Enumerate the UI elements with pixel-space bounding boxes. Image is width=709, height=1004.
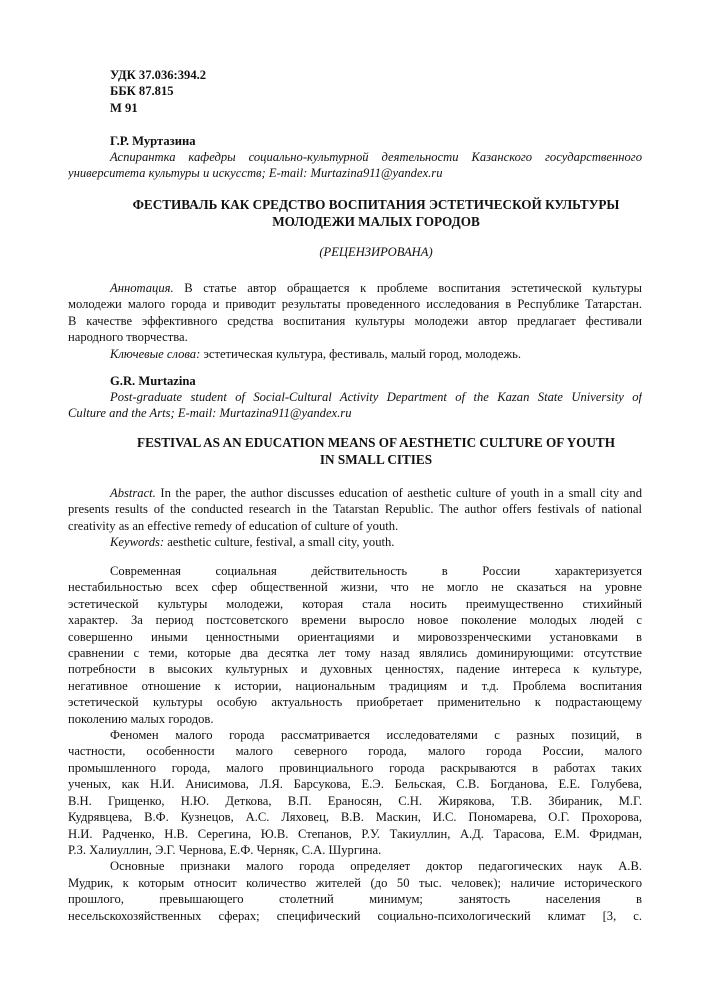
keywords-ru: [68, 346, 642, 362]
paragraph-1: [68, 563, 642, 727]
keywords-text: aesthetic culture, festival, a small city, youth.: [164, 535, 395, 550]
body-line: эстетической культуры молодежи, которая стала носить преимущественно стихийный: [68, 596, 642, 611]
affiliation-line: Аспирантка кафедры социально-культурной деятельности Казанского государственного: [110, 150, 642, 164]
body-line: Современная социальная действительность в России характеризуется: [110, 564, 642, 578]
keywords-label: Keywords:: [110, 535, 165, 550]
author-name-en: G.R. Murtazina: [110, 374, 196, 388]
body-line: промышленного города, малого провинциального города раскрываются в работах таких: [68, 760, 642, 775]
author-affiliation-en: [68, 389, 642, 422]
abstract-text: В статье автор обращается к проблеме воспитания эстетической культуры: [173, 281, 642, 295]
article-title-en: [110, 434, 642, 468]
body-line: ученых, как Н.И. Анисимова, Л.Я. Барсукова, Е.Э. Бельская, С.В. Богданова, Е.Е. Голубева,: [68, 777, 642, 792]
affiliation-line: Post-graduate student of Social-Cultural Activity Department of the Kazan State University of: [110, 390, 642, 404]
title-line: ФЕСТИВАЛЬ КАК СРЕДСТВО ВОСПИТАНИЯ ЭСТЕТИЧЕСКОЙ КУЛЬТУРЫ: [132, 197, 620, 212]
body-line: эстетической культуры особую актуальность приобретает применительно к подрастающему: [68, 695, 642, 710]
body-line: характер. За период постсоветского времени выросло новое поколение молодых людей с: [68, 613, 642, 628]
affiliation-line: университета культуры и искусств; E-mail: Murtazina911@yandex.ru: [68, 166, 443, 181]
body-line: Мудрик, к которым относит количество жителей (до 50 тыс. человек); наличие исторического: [68, 875, 642, 890]
abstract-text: In the paper, the author discusses education of aesthetic culture of youth in a small city and: [155, 486, 642, 500]
body-line: частности, особенности малого северного города, малого города России, малого: [68, 744, 642, 759]
body-line: поколению малых городов.: [68, 711, 214, 726]
author-affiliation-ru: [68, 149, 642, 182]
abstract-label: Abstract.: [110, 486, 156, 500]
keywords-label: Ключевые слова:: [110, 346, 201, 361]
keywords-en: [68, 534, 642, 550]
abstract-label: Аннотация.: [110, 281, 174, 295]
title-line: FESTIVAL AS AN EDUCATION MEANS OF AESTHETIC CULTURE OF YOUTH: [137, 435, 615, 450]
abstract-line: [68, 485, 642, 501]
abstract-en: [68, 485, 642, 551]
abstract-line: [68, 280, 642, 296]
review-status: (РЕЦЕНЗИРОВАНА): [319, 245, 433, 259]
abstract-line: В качестве эффективного средства воспитания культуры молодежи автор предлагает фестивали: [68, 313, 642, 328]
bbk-code: ББК 87.815: [110, 84, 174, 99]
author-name-ru: Г.Р. Муртазина: [110, 134, 196, 148]
body-line: негативное отношение к истории, национальным традициям и т.д. Проблема воспитания: [68, 678, 642, 693]
body-line: Феномен малого города рассматривается исследователями с разных позиций, в: [110, 728, 642, 743]
author-mark: М 91: [110, 100, 138, 115]
body-line: В.Н. Грищенко, Н.Ю. Деткова, В.П. Ераносян, С.Н. Жирякова, Т.В. Збираник, М.Г.: [68, 793, 642, 808]
keywords-text: эстетическая культура, фестиваль, малый город, молодежь.: [200, 346, 522, 361]
body-line: Кудрявцева, В.Ф. Кузнецов, А.С. Ляховец, В.В. Маскин, И.С. Пономарева, О.Г. Прохорова,: [68, 810, 642, 825]
body-line: сравнении с теми, которые два десятка лет тому назад являлись доминирующими: отсутствие: [68, 646, 642, 661]
abstract-line: народного творчества.: [68, 330, 188, 345]
udk-code: УДК 37.036:394.2: [110, 68, 207, 82]
body-line: нестабильностью всех сфер общественной жизни, что не могло не сказаться на уровне: [68, 580, 642, 595]
article-title-ru: [110, 196, 642, 230]
title-line: IN SMALL CITIES: [319, 452, 433, 467]
abstract-line: creativity as an effective remedy of education of culture of youth.: [68, 518, 399, 533]
title-line: МОЛОДЕЖИ МАЛЫХ ГОРОДОВ: [272, 214, 480, 229]
body-line: прошлого, превышающего столетний минимум; занятость населения в: [68, 892, 642, 907]
body-line: несельскохозяйственных сферах; специфический социально-психологический климат [3, с.: [68, 908, 642, 923]
abstract-line: молодежи малого города и приводит результаты проведенного исследования в Республике Татарстан.: [68, 297, 642, 312]
article-body: [68, 563, 642, 924]
body-line: потребности в высоких культурных и духовных ценностях, падение интереса к культуре,: [68, 662, 642, 677]
paragraph-3: [68, 858, 642, 924]
classification-codes: [110, 67, 410, 116]
body-line: Н.И. Радченко, Н.В. Серегина, Ю.В. Степанов, Р.У. Такиуллин, А.Д. Тарасова, Е.М. Фридман,: [68, 826, 642, 841]
affiliation-line: Culture and the Arts; E-mail: Murtazina911@yandex.ru: [68, 406, 352, 421]
body-line: Основные признаки малого города определяет доктор педагогических наук А.В.: [110, 859, 642, 874]
paragraph-2: [68, 727, 642, 858]
abstract-ru: [68, 280, 642, 362]
abstract-line: presents results of the conducted research in the Tatarstan Republic. The author offers festivals of national: [68, 502, 642, 517]
body-line: совершенно иными ценностными ориентациями и мировоззренческими установками в: [68, 629, 642, 644]
body-line: Р.З. Халиуллин, Э.Г. Чернова, Е.Ф. Черняк, С.А. Шургина.: [68, 842, 382, 857]
